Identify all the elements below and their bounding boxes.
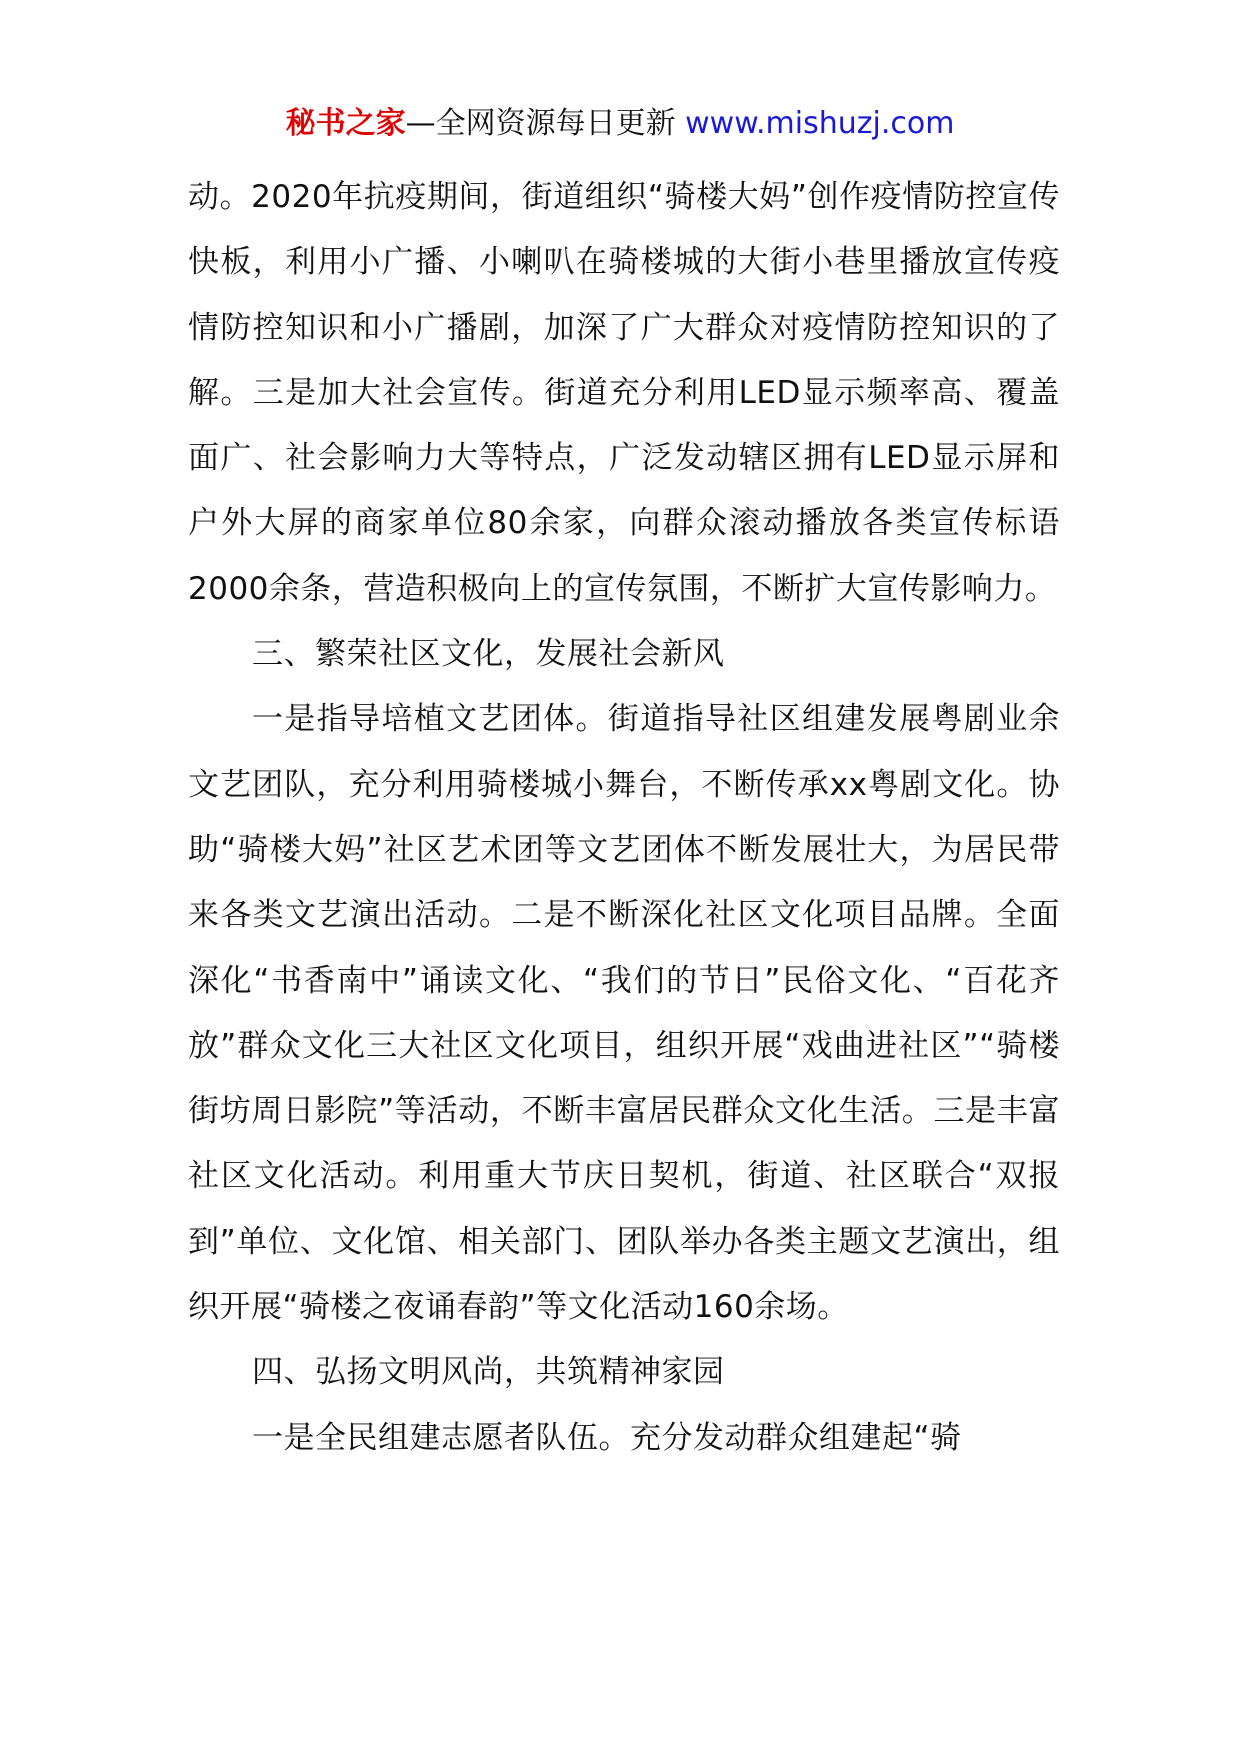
site-slogan: —全网资源每日更新 (405, 106, 676, 141)
site-header (0, 100, 1240, 148)
document-body (188, 165, 1060, 1471)
paragraph-section-4: 一是全民组建志愿者队伍。充分发动群众组建起“骑 (252, 1419, 962, 1456)
section-heading-3: 三、繁荣社区文化，发展社会新风 (252, 636, 725, 673)
paragraph-section-3: 一是指导培植文艺团体。街道指导社区组建发展粤剧业余文艺团队，充分利用骑楼城小舞台，不断传承xx粤剧文化。协助“骑楼大妈”社区艺术团等文艺团体不断发展壮大，为居民带来各类文艺演出活动。二是不断深化社区文化项目品牌。全面深化“书香南中”诵读文化、“我们的节日”民俗文化、“百花齐放”群众文化三大社区文化项目，组织开展“戏曲进社区”“骑楼街坊周日影院”等活动，不断丰富居民群众文化生活。三是丰富社区文化活动。利用重大节庆日契机，街道、社区联合“双报到”单位、文化馆、相关部门、团队举办各类主题文艺演出，组织开展“骑楼之夜诵春韵”等文化活动160余场。 (188, 701, 1060, 1326)
site-brand: 秘书之家 (285, 106, 406, 141)
section-heading-4: 四、弘扬文明风尚，共筑精神家园 (252, 1354, 725, 1391)
paragraph-continued: 动。2020年抗疫期间，街道组织“骑楼大妈”创作疫情防控宣传快板，利用小广播、小喇叭在骑楼城的大街小巷里播放宣传疫情防控知识和小广播剧，加深了广大群众对疫情防控知识的了解。三是加大社会宣传。街道充分利用LED显示频率高、覆盖面广、社会影响力大等特点，广泛发动辖区拥有LED显示屏和户外大屏的商家单位80余家，向群众滚动播放各类宣传标语2000余条，营造积极向上的宣传氛围，不断扩大宣传影响力。 (188, 179, 1060, 607)
site-url-link[interactable]: www.mishuzj.com (685, 106, 955, 141)
